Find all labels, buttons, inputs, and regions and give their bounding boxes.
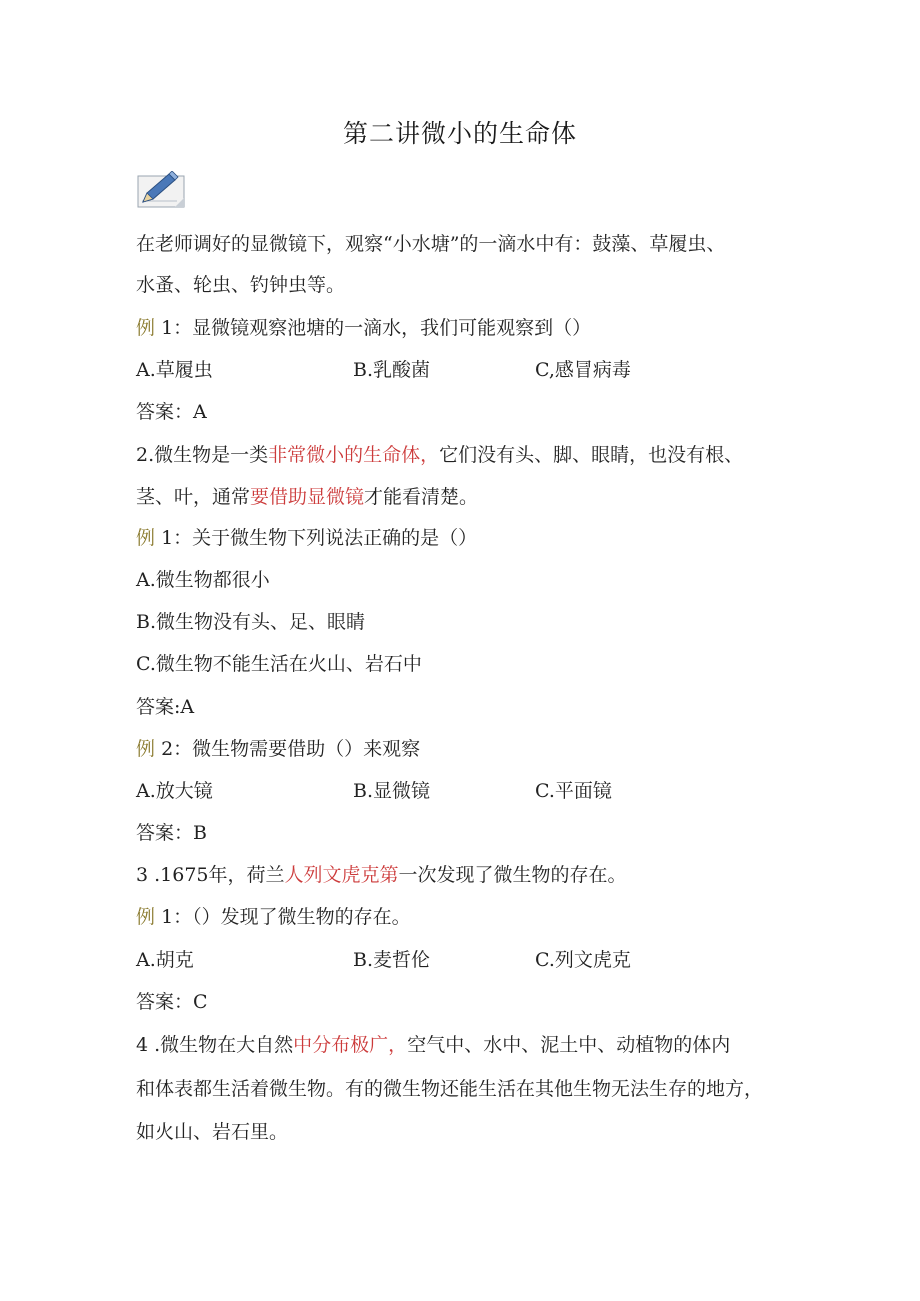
page-title: 第二讲微小的生命体	[342, 119, 577, 148]
option-c: C.微生物不能生活在火山、岩石中	[136, 653, 422, 675]
highlighted-text: 中分布极广，	[293, 1034, 408, 1056]
pencil-note-icon	[137, 171, 187, 209]
option-a: A.胡克	[136, 949, 194, 971]
option-a: A.放大镜	[136, 780, 213, 802]
section-4-line-3: 如火山、岩石里。	[136, 1121, 289, 1143]
intro-line-2: 水蚤、轮虫、钓钟虫等。	[136, 274, 346, 296]
option-c: C.平面镜	[535, 780, 612, 802]
answer-2-2: 答案：B	[136, 822, 207, 844]
text-segment: 4 .微生物在大自然	[136, 1034, 294, 1056]
text-segment: 2.微生物是一类	[136, 444, 269, 466]
intro-line-1: 在老师调好的显微镜下，观察“小水塘”的一滴水中有：鼓藻、草履虫、	[136, 233, 726, 255]
example-label: 例	[136, 906, 156, 928]
option-b: B.乳酸菌	[353, 359, 431, 381]
option-c: C.列文虎克	[535, 949, 631, 971]
example-question-text: 1：（）发现了微生物的存在。	[161, 906, 411, 928]
text-segment: 它们没有头、脚、眼睛，也没有根、	[439, 444, 744, 466]
section-4-line-2: 和体表都生活着微生物。有的微生物还能生活在其他生物无法生存的地方，	[136, 1078, 764, 1100]
answer-3-1: 答案：C	[136, 991, 208, 1013]
option-b: B.微生物没有头、足、眼睛	[136, 611, 366, 633]
example-3-1-question	[136, 905, 411, 929]
example-question-text: 1：显微镜观察池塘的一滴水，我们可能观察到（）	[161, 317, 592, 339]
section-3-line	[136, 863, 627, 887]
example-question-text: 1：关于微生物下列说法正确的是（）	[161, 527, 478, 549]
option-b: B.麦哲伦	[353, 949, 431, 971]
highlighted-text: 人列文虎克第	[284, 864, 399, 886]
option-a: A.微生物都很小	[136, 569, 270, 591]
text-segment: 空气中、水中、泥土中、动植物的体内	[407, 1034, 731, 1056]
text-segment: 才能看清楚。	[364, 486, 479, 508]
example-2-2-question	[136, 737, 420, 761]
example-label: 例	[136, 317, 156, 339]
section-2-line-2	[136, 485, 478, 509]
option-a: A.草履虫	[136, 359, 213, 381]
example-1-1-question	[136, 316, 591, 340]
example-label: 例	[136, 738, 156, 760]
answer-1: 答案：A	[136, 401, 207, 423]
highlighted-text: 非常微小的生命体，	[268, 444, 440, 466]
example-2-1-question	[136, 526, 477, 550]
text-segment: 3 .1675年，荷兰	[136, 864, 285, 886]
answer-2-1: 答案:A	[136, 696, 195, 718]
text-segment: 茎、叶，通常	[136, 486, 251, 508]
option-c: C,感冒病毒	[535, 359, 631, 381]
section-2-line-1	[136, 443, 743, 467]
section-4-line-1	[136, 1033, 730, 1057]
text-segment: 一次发现了微生物的存在。	[398, 864, 627, 886]
example-label: 例	[136, 527, 156, 549]
option-b: B.显微镜	[353, 780, 431, 802]
highlighted-text: 要借助显微镜	[250, 486, 365, 508]
example-question-text: 2：微生物需要借助（）来观察	[161, 738, 421, 760]
